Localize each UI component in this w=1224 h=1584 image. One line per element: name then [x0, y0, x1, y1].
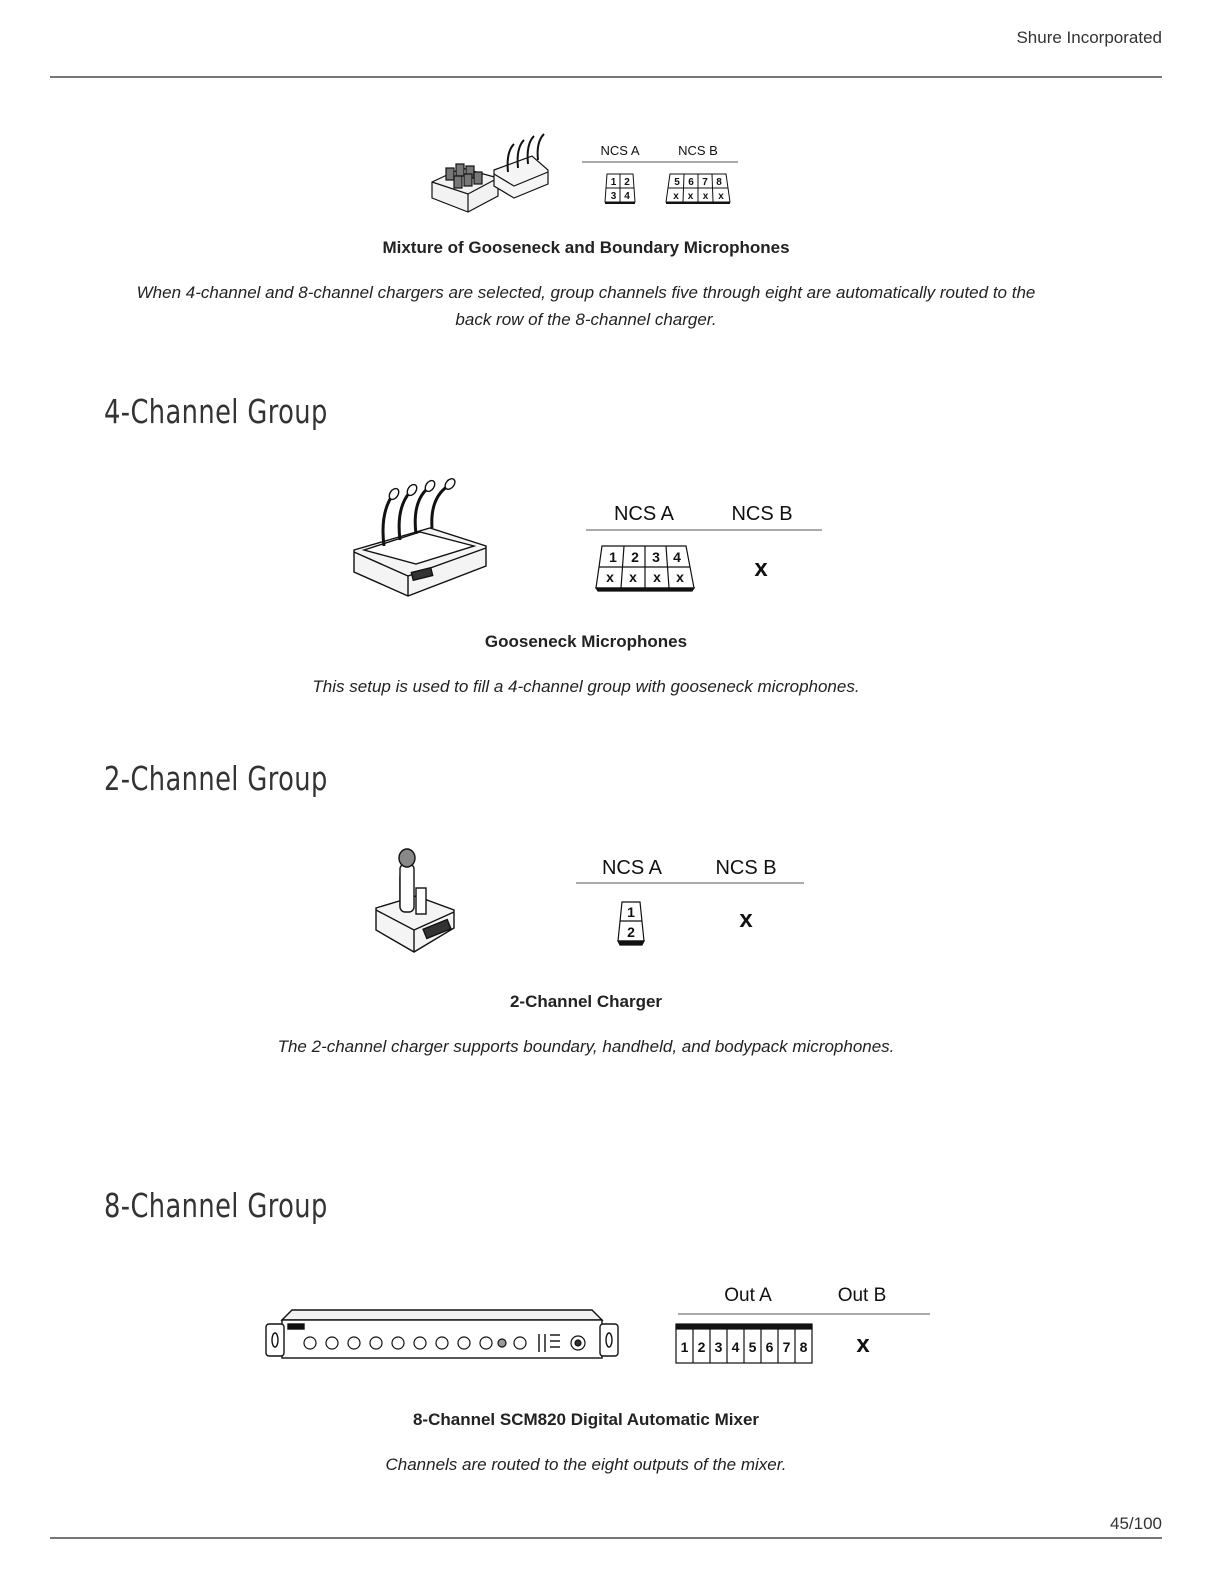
ncs-b-label: NCS B — [731, 503, 793, 525]
out-cell-3: 3 — [714, 1339, 723, 1355]
eight-channel-description: Channels are routed to the eight outputs of the mixer. — [385, 1455, 787, 1474]
mixture-cell-2: 2 — [624, 177, 630, 188]
ncs-b-label: NCS B — [678, 143, 718, 158]
two-channel-caption: 2-Channel Charger — [509, 992, 663, 1011]
four-channel-table — [584, 500, 824, 596]
four-cell-4: 4 — [673, 549, 681, 565]
mixture-cell-x2: x — [687, 191, 694, 202]
ncs-a-label: NCS A — [613, 503, 675, 525]
four-cell-3: 3 — [652, 549, 660, 565]
mixture-cell-x3: x — [702, 191, 709, 202]
four-channel-description: This setup is used to fill a 4-channel group with gooseneck microphones. — [312, 677, 860, 696]
mixture-caption: Mixture of Gooseneck and Boundary Microphones — [382, 238, 790, 257]
footer-divider — [50, 1537, 1162, 1539]
four-channel-heading: 4-Channel Group — [104, 392, 328, 431]
out-cell-1: 1 — [680, 1339, 689, 1355]
mixture-channel-table — [580, 140, 740, 210]
four-cell-x3: x — [653, 569, 661, 585]
mixture-cell-6: 6 — [688, 177, 694, 188]
four-cell-1: 1 — [609, 549, 617, 565]
mixture-description: When 4-channel and 8-channel chargers are selected, group channels five through eight are automatically routed to the back row of the 8-channel charger. — [136, 283, 1036, 329]
two-cell-2: 2 — [627, 924, 635, 940]
mixture-cell-3: 3 — [610, 191, 617, 202]
two-ncs-b-value: x — [739, 906, 753, 933]
ncs-a-label: NCS A — [600, 143, 640, 158]
out-cell-8: 8 — [799, 1339, 808, 1355]
gooseneck-charger-illustration — [350, 480, 490, 602]
four-ncs-b-value: x — [754, 555, 768, 582]
out-b-label: Out B — [837, 1285, 887, 1306]
header-divider — [50, 76, 1162, 78]
out-a-label: Out A — [724, 1285, 772, 1306]
ncs-a-label: NCS A — [601, 857, 663, 879]
gooseneck-boundary-illustration — [428, 132, 552, 222]
four-channel-caption: Gooseneck Microphones — [484, 632, 688, 651]
out-cell-4: 4 — [731, 1339, 740, 1355]
two-channel-table — [574, 852, 806, 948]
page-number: 45/100 — [1110, 1514, 1162, 1533]
mixture-cell-x1: x — [673, 191, 679, 202]
mixture-cell-1: 1 — [610, 177, 617, 188]
out-b-value: x — [856, 1331, 870, 1358]
two-channel-description: The 2-channel charger supports boundary, handheld, and bodypack microphones. — [277, 1037, 895, 1056]
eight-channel-table — [676, 1280, 932, 1370]
four-cell-x4: x — [676, 569, 684, 585]
mixture-cell-8: 8 — [716, 177, 722, 188]
out-cell-7: 7 — [782, 1339, 791, 1355]
mixture-cell-4: 4 — [624, 191, 630, 202]
two-cell-1: 1 — [627, 904, 635, 920]
eight-channel-heading: 8-Channel Group — [104, 1186, 328, 1225]
mixture-cell-7: 7 — [702, 177, 708, 188]
ncs-b-label: NCS B — [715, 857, 777, 879]
four-cell-x1: x — [606, 569, 614, 585]
eight-channel-caption: 8-Channel SCM820 Digital Automatic Mixer — [412, 1410, 760, 1429]
out-cell-6: 6 — [765, 1339, 774, 1355]
out-cell-2: 2 — [697, 1339, 706, 1355]
four-cell-x2: x — [629, 569, 637, 585]
two-channel-charger-illustration — [370, 848, 460, 958]
mixture-cell-5: 5 — [674, 177, 680, 188]
scm820-mixer-illustration — [262, 1306, 622, 1362]
out-cell-5: 5 — [748, 1339, 757, 1355]
four-cell-2: 2 — [631, 549, 639, 565]
two-channel-heading: 2-Channel Group — [104, 759, 328, 798]
mixture-cell-x4: x — [718, 191, 724, 202]
company-name: Shure Incorporated — [1016, 28, 1162, 47]
